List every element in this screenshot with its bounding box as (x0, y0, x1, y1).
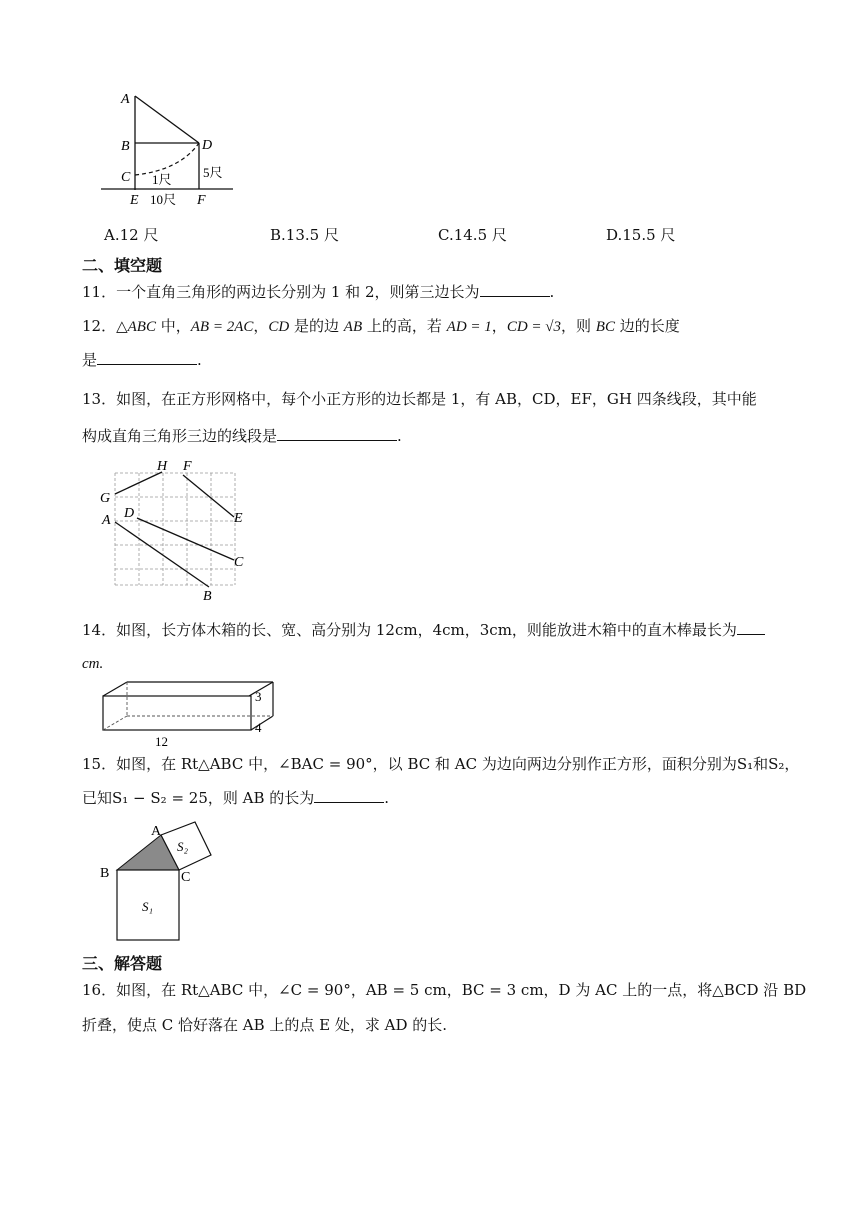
fig10-label-e: E (130, 193, 139, 208)
q10-option-c: C.14.5 尺 (438, 226, 507, 244)
fig13-label-h: H (157, 459, 168, 474)
question-15-line1: 15．如图，在 Rt△ABC 中，∠BAC = 90°，以 BC 和 AC 为边向两边分别作正方形，面积分别为S₁和S₂， (82, 755, 800, 773)
q10-figure (95, 86, 240, 208)
q11-answer-blank[interactable] (480, 282, 550, 297)
section-answer-heading: 三、解答题 (82, 954, 163, 973)
fig10-five-chi: 5尺 (203, 165, 223, 180)
fig10-label-d: D (202, 138, 213, 153)
fig10-one-chi: 1尺 (152, 172, 172, 187)
question-15-line2: 已知S₁ − S₂ = 25，则 AB 的长为 . (82, 789, 390, 807)
fig13-label-f: F (183, 459, 192, 474)
question-12-line2: 是 . (82, 351, 202, 369)
fig15-label-s2: S₂ (177, 839, 189, 854)
fig10-ten-chi: 10尺 (150, 192, 177, 207)
fig13-label-c: C (234, 555, 244, 570)
fig14-height: 3 (255, 689, 262, 704)
fig10-label-a: A (121, 92, 130, 107)
fig10-label-c: C (121, 170, 131, 185)
fig13-label-d: D (124, 506, 135, 521)
fig13-label-a: A (102, 513, 111, 528)
q10-option-b: B.13.5 尺 (270, 226, 339, 244)
q13-grid-figure (95, 455, 255, 605)
fig15-label-c: C (181, 870, 191, 885)
q14-answer-blank[interactable] (737, 620, 765, 635)
question-13-line2: 构成直角三角形三边的线段是 . (82, 427, 402, 445)
fig15-label-b: B (100, 866, 110, 881)
q12-answer-blank[interactable] (97, 350, 197, 365)
fig15-label-s1: S₁ (142, 899, 154, 914)
q15-figure (95, 818, 225, 944)
question-16-line1: 16．如图，在 Rt△ABC 中，∠C = 90°，AB = 5 cm，BC = 3 cm，D 为 AC 上的一点，将△BCD 沿 BD (82, 981, 807, 999)
fig15-label-a: A (151, 824, 162, 839)
section-fill-in-heading: 二、填空题 (82, 256, 163, 275)
fig10-label-b: B (121, 139, 130, 154)
q13-answer-blank[interactable] (277, 426, 397, 441)
fig13-label-e: E (234, 511, 243, 526)
q15-answer-blank[interactable] (314, 788, 384, 803)
question-12-line1: 12．△ABC 中，AB = 2AC，CD 是的边 AB 上的高，若 AD = 1，CD = √3，则 BC 边的长度 (82, 317, 680, 335)
fig14-width: 4 (255, 720, 262, 735)
fig13-label-g: G (100, 491, 111, 506)
fig10-label-f: F (197, 193, 206, 208)
question-14-line1: 14．如图，长方体木箱的长、宽、高分别为 12cm，4cm，3cm，则能放进木箱中的直木棒最长为 (82, 620, 765, 640)
fig14-length: 12 (155, 734, 168, 749)
fig13-label-b: B (203, 589, 212, 604)
q10-option-d: D.15.5 尺 (606, 226, 676, 244)
question-13-line1: 13．如图，在正方形网格中，每个小正方形的边长都是 1，有 AB，CD，EF，GH 四条线段，其中能 (82, 390, 757, 408)
q14-box-figure (95, 680, 275, 752)
q10-option-a: A.12 尺 (104, 226, 159, 244)
question-16-line2: 折叠，使点 C 恰好落在 AB 上的点 E 处，求 AD 的长. (82, 1016, 448, 1034)
question-11: 11．一个直角三角形的两边长分别为 1 和 2，则第三边长为 . (82, 283, 555, 301)
question-14-line2: cm. (82, 656, 104, 672)
